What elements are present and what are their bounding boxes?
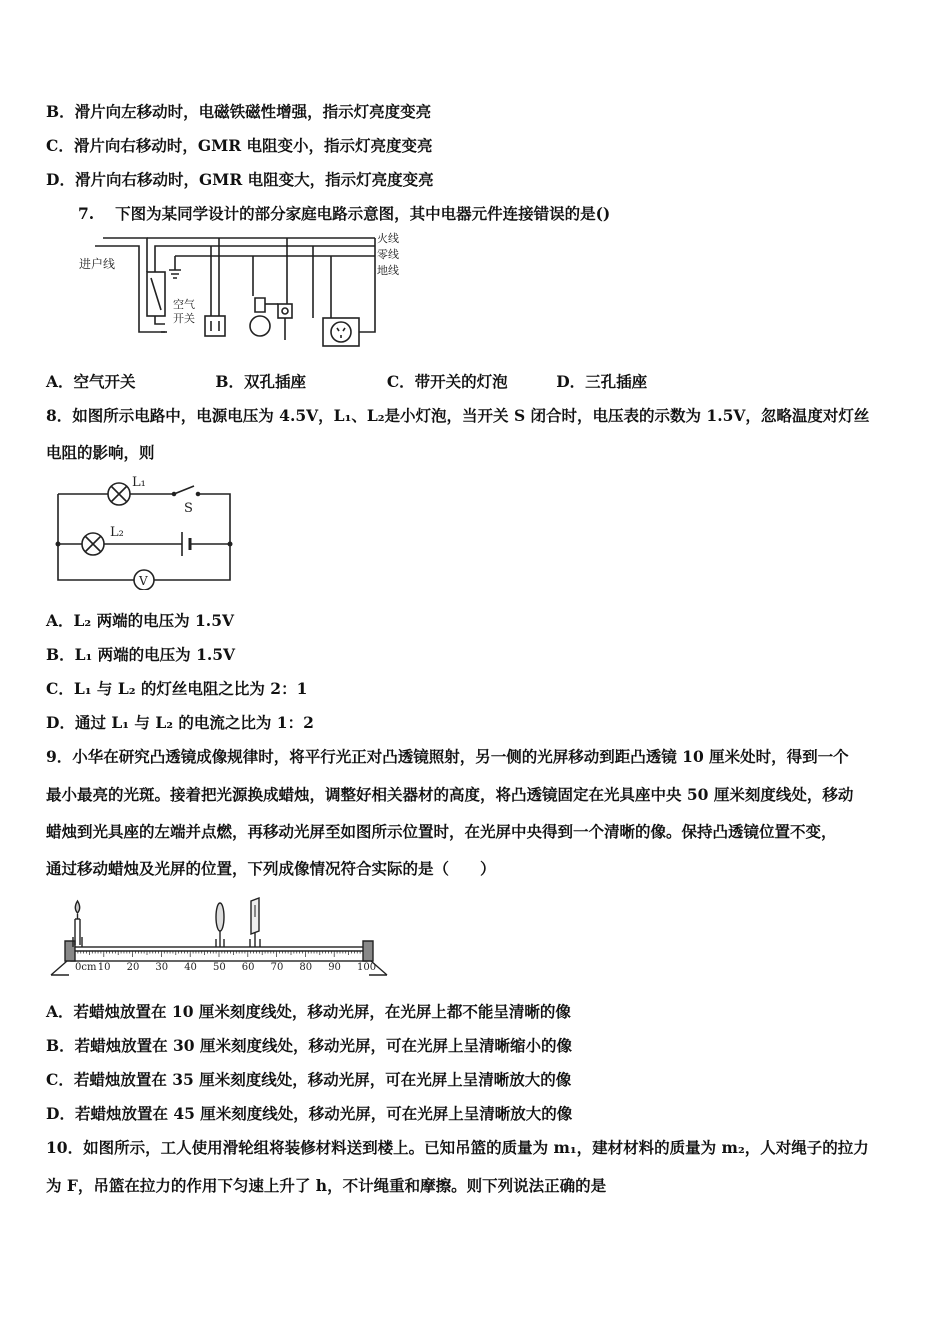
q8-stem-1: 8．如图所示电路中，电源电压为 4.5V，L₁、L₂是小灯泡，当开关 S 闭合时，电压表的示数为 1.5V，忽略温度对灯丝 <box>46 406 870 425</box>
q9-stem-2: 最小最亮的光斑。接着把光源换成蜡烛，调整好相关器材的高度，将凸透镜固定在光具座中央 50 厘米刻度线处，移动 <box>46 785 854 804</box>
q9-stem-1: 9．小华在研究凸透镜成像规律时，将平行光正对凸透镜照射，另一侧的光屏移动到距凸透镜 10 厘米处时，得到一个 <box>46 747 849 766</box>
q9-stem-4: 通过移动蜡烛及光屏的位置，下列成像情况符合实际的是（ ） <box>46 859 496 878</box>
q8-option-b: B．L₁ 两端的电压为 1.5V <box>46 645 236 664</box>
q9-option-c: C．若蜡烛放置在 35 厘米刻度线处，移动光屏，可在光屏上呈清晰放大的像 <box>46 1070 572 1089</box>
q9-tick-0: 0cm <box>75 962 97 973</box>
q9-tick-100: 100 <box>357 962 377 973</box>
q9-optical-bench-figure <box>45 893 395 979</box>
q9-tick-80: 80 <box>299 962 313 973</box>
q8-label-s: S <box>184 501 193 516</box>
q9-tick-50: 50 <box>213 962 226 973</box>
q7-label-live: 火线 <box>377 232 399 245</box>
q7-label-neutral: 零线 <box>377 248 399 261</box>
q7-label-inlet: 进户线 <box>79 257 116 271</box>
q7-options <box>46 371 647 393</box>
q8-label-v: V <box>139 574 148 588</box>
q9-tick-30: 30 <box>155 962 169 973</box>
q6-option-d: D．滑片向右移动时，GMR 电阻变大，指示灯亮度变亮 <box>46 170 434 189</box>
q7-option-a: A．空气开关 <box>46 372 136 391</box>
q7-option-d: D．三孔插座 <box>556 372 648 391</box>
q8-option-d: D．通过 L₁ 与 L₂ 的电流之比为 1：2 <box>46 713 314 732</box>
q9-option-d: D．若蜡烛放置在 45 厘米刻度线处，移动光屏，可在光屏上呈清晰放大的像 <box>46 1104 573 1123</box>
q7-label-ground: 地线 <box>377 264 399 277</box>
q9-tick-70: 70 <box>270 962 284 973</box>
q9-option-b: B．若蜡烛放置在 30 厘米刻度线处，移动光屏，可在光屏上呈清晰缩小的像 <box>46 1036 572 1055</box>
q9-tick-90: 90 <box>328 962 341 973</box>
q8-label-l1: L₁ <box>132 475 146 490</box>
q9-tick-40: 40 <box>184 962 197 973</box>
q7-household-circuit-figure <box>75 232 415 352</box>
q9-option-a: A．若蜡烛放置在 10 厘米刻度线处，移动光屏，在光屏上都不能呈清晰的像 <box>46 1002 571 1021</box>
q8-option-c: C．L₁ 与 L₂ 的灯丝电阻之比为 2：1 <box>46 679 308 698</box>
q10-stem-1: 10．如图所示，工人使用滑轮组将装修材料送到楼上。已知吊篮的质量为 m₁，建材材料的质量为 m₂，人对绳子的拉力 <box>46 1138 869 1157</box>
q7-stem: 7. 下图为某同学设计的部分家庭电路示意图，其中电器元件连接错误的是() <box>78 204 611 223</box>
q8-stem-2: 电阻的影响，则 <box>46 443 155 462</box>
q7-option-c: C．带开关的灯泡 <box>386 372 508 391</box>
q7-option-b: B．双孔插座 <box>215 372 307 391</box>
q6-option-b: B．滑片向左移动时，电磁铁磁性增强，指示灯亮度变亮 <box>46 102 432 121</box>
q9-tick-60: 60 <box>241 962 255 973</box>
q6-option-c: C．滑片向右移动时，GMR 电阻变小，指示灯亮度变亮 <box>46 136 433 155</box>
q8-circuit-figure <box>50 474 240 590</box>
q7-label-switch-1: 空气 <box>173 298 195 311</box>
q7-label-switch-2: 开关 <box>173 312 195 325</box>
q10-stem-2: 为 F，吊篮在拉力的作用下匀速上升了 h，不计绳重和摩擦。则下列说法正确的是 <box>46 1176 607 1195</box>
q9-tick-20: 20 <box>126 962 140 973</box>
q9-stem-3: 蜡烛到光具座的左端并点燃，再移动光屏至如图所示位置时，在光屏中央得到一个清晰的像。保持凸透镜位置不变， <box>46 822 837 841</box>
q8-label-l2: L₂ <box>110 525 124 540</box>
q8-option-a: A．L₂ 两端的电压为 1.5V <box>46 611 234 630</box>
q9-tick-10: 10 <box>97 962 111 973</box>
